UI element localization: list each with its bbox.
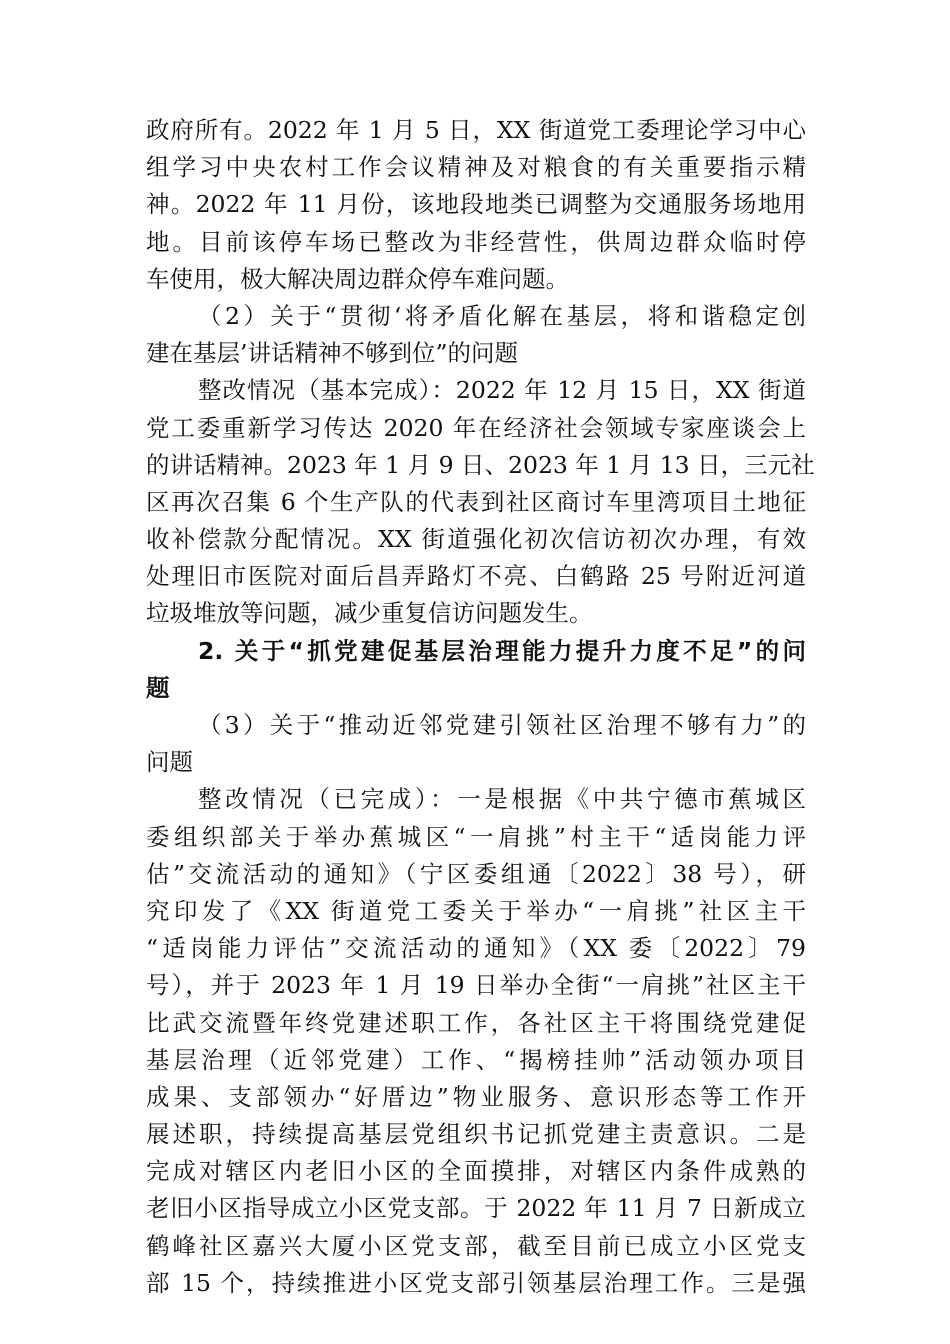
text-line: 政府所有。2022 年 1 月 5 日，XX 街道党工委理论学习中心 [146, 116, 806, 144]
paragraph-rectification-3 [146, 781, 806, 1302]
text-line: 垃圾堆放等问题，减少重复信访问题发生。 [146, 599, 593, 628]
text-line: （2）关于“贯彻‘将矛盾化解在基层，将和谐稳定创 [198, 301, 806, 330]
text-line: 部 15 个，持续推进小区党支部引领基层治理工作。三是强 [146, 1268, 806, 1297]
subsection-3-title [146, 707, 806, 781]
text-line: 鹤峰社区嘉兴大厦小区党支部，截至目前已成立小区党支 [146, 1231, 806, 1260]
text-line: 问题 [146, 748, 193, 777]
text-line: 比武交流暨年终党建述职工作，各社区主干将围绕党建促 [146, 1008, 806, 1037]
text-line: 地。目前该停车场已整改为非经营性，供周边群众临时停 [146, 227, 806, 256]
paragraph-rectification-2 [146, 372, 815, 632]
document-page [146, 112, 815, 1302]
text-line: 完成对辖区内老旧小区的全面摸排，对辖区内条件成熟的 [146, 1157, 806, 1186]
text-line: 究印发了《XX 街道党工委关于举办“一肩挑”社区主干 [146, 896, 806, 925]
text-line: 神。2022 年 11 月份，该地段地类已调整为交通服务场地用 [146, 190, 806, 219]
text-line: 收补偿款分配情况。XX 街道强化初次信访初次办理，有效 [146, 525, 806, 554]
text-line: 号），并于 2023 年 1 月 19 日举办全街“一肩挑”社区主干 [146, 971, 806, 1000]
text-line: 组学习中央农村工作会议精神及对粮食的有关重要指示精 [146, 153, 806, 182]
paragraph-land-use [146, 112, 806, 298]
text-line: 车使用，极大解决周边群众停车难问题。 [146, 264, 569, 293]
subsection-2-title [146, 298, 806, 372]
text-line: 成果、支部领办“好厝边”物业服务、意识形态等工作开 [146, 1082, 806, 1111]
text-line: 整改情况（基本完成）：2022 年 12 月 15 日，XX 街道 [198, 376, 806, 405]
text-line: 处理旧市医院对面后昌弄路灯不亮、白鹤路 25 号附近河道 [146, 562, 806, 591]
heading-line: 2. 关于“抓党建促基层治理能力提升力度不足”的问 [198, 636, 806, 665]
text-line: 估”交流活动的通知》（宁区委组通〔2022〕38 号），研 [146, 859, 806, 888]
text-line: “适岗能力评估”交流活动的通知》（XX 委〔2022〕79 [146, 934, 806, 963]
text-line: 老旧小区指导成立小区党支部。于 2022 年 11 月 7 日新成立 [146, 1194, 806, 1223]
text-line: 委组织部关于举办蕉城区“一肩挑”村主干“适岗能力评 [146, 822, 806, 851]
text-line: 区再次召集 6 个生产队的代表到社区商讨车里湾项目土地征 [146, 487, 806, 516]
text-line: （3）关于“推动近邻党建引领社区治理不够有力”的 [198, 711, 806, 739]
heading-line: 题 [146, 673, 170, 702]
text-line: 基层治理（近邻党建）工作、“揭榜挂帅”活动领办项目 [146, 1045, 806, 1074]
text-line: 整改情况（已完成）：一是根据《中共宁德市蕉城区 [198, 785, 806, 814]
text-line: 的讲话精神。2023 年 1 月 9 日、2023 年 1 月 13 日，三元社 [146, 450, 815, 479]
text-line: 党工委重新学习传达 2020 年在经济社会领域专家座谈会上 [146, 413, 806, 442]
text-line: 展述职，持续提高基层党组织书记抓党建主责意识。二是 [146, 1120, 806, 1149]
text-line: 建在基层’讲话精神不够到位”的问题 [146, 339, 518, 368]
section-2-heading [146, 633, 806, 707]
